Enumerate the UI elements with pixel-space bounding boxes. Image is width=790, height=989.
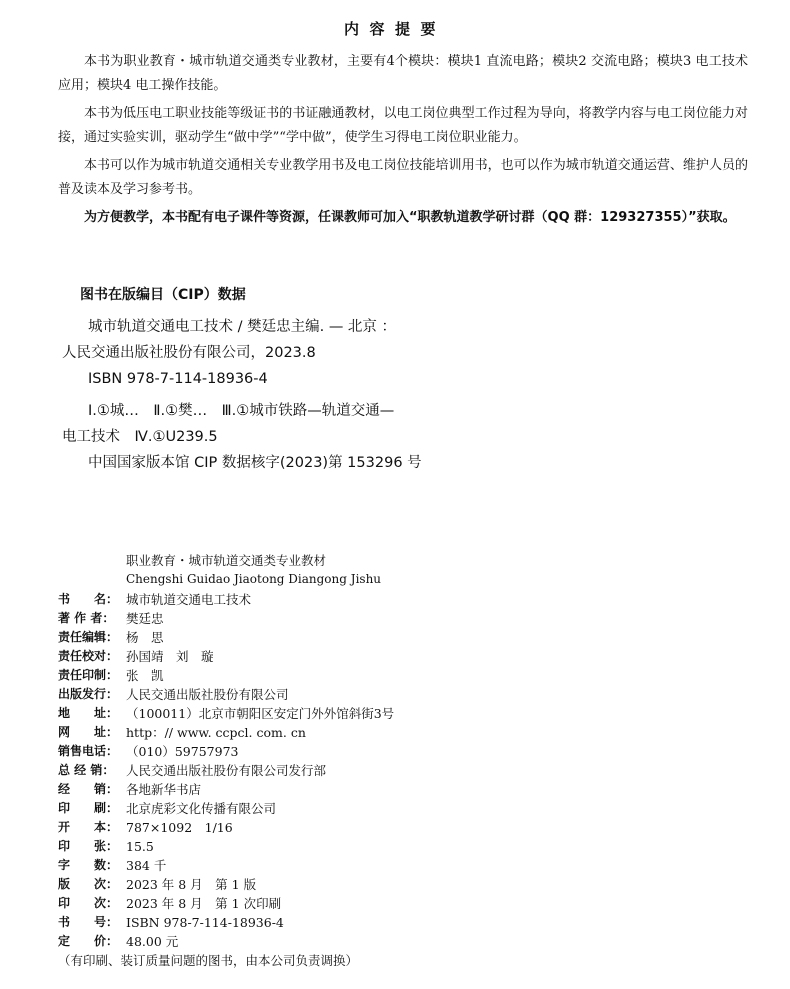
colophon-value: 北京虎彩文化传播有限公司: [126, 801, 277, 816]
colophon-value: 张 凯: [126, 668, 164, 683]
colophon-label: 地 址：: [58, 706, 119, 720]
colophon-label: 印 刷：: [58, 801, 119, 815]
colophon-value: 384 千: [126, 858, 167, 873]
colophon-value: 各地新华书店: [126, 782, 202, 797]
colophon-value: 2023 年 8 月 第 1 版: [126, 877, 257, 892]
colophon-label: 出版发行：: [58, 687, 119, 701]
title-pinyin: Chengshi Guidao Jiaotong Diangong Jishu: [126, 572, 382, 586]
colophon-row-price: [58, 932, 618, 951]
colophon-row-phone: [58, 742, 618, 761]
colophon-value: 樊廷忠: [126, 611, 164, 626]
cip-line-classification: Ⅰ.①城… Ⅱ.①樊… Ⅲ.①城市铁路—轨道交通—: [88, 403, 395, 419]
colophon-row-word-count: [58, 856, 618, 875]
colophon-row-print-manager: [58, 666, 618, 685]
colophon-row-proofreader: [58, 647, 618, 666]
colophon-label: 字 数：: [58, 858, 119, 872]
colophon-value: 48.00 元: [126, 934, 179, 949]
colophon-label: 责任校对：: [58, 649, 119, 663]
colophon-value: 人民交通出版社股份有限公司发行部: [126, 763, 327, 778]
colophon-row-printing: [58, 894, 618, 913]
cip-line-publisher: 人民交通出版社股份有限公司，2023.8: [62, 345, 316, 361]
cip-line-classification-cont: 电工技术 Ⅳ.①U239.5: [62, 429, 218, 445]
colophon-label: 经 销：: [58, 782, 119, 796]
colophon-label: 书 名：: [58, 592, 119, 606]
colophon-label: 开 本：: [58, 820, 119, 834]
colophon-row-printer: [58, 799, 618, 818]
colophon-row-distributor: [58, 761, 618, 780]
colophon-label: 责任印制：: [58, 668, 119, 682]
colophon-label: 版 次：: [58, 877, 119, 891]
colophon-label: 销售电话：: [58, 744, 119, 758]
cip-line-isbn: ISBN 978-7-114-18936-4: [88, 371, 268, 387]
colophon-label: 著 作 者：: [58, 611, 115, 625]
colophon-row-isbn: [58, 913, 618, 932]
colophon: [58, 552, 618, 970]
colophon-value: ISBN 978-7-114-18936-4: [126, 915, 284, 930]
colophon-label: 网 址：: [58, 725, 119, 739]
teaching-resource-notice: 为方便教学，本书配有电子课件等资源，任课教师可加入“职教轨道教学研讨群（QQ 群：129327355）”获取。: [84, 210, 736, 225]
colophon-value: 城市轨道交通电工技术: [126, 592, 252, 607]
colophon-row-publisher: [58, 685, 618, 704]
colophon-row-retailer: [58, 780, 618, 799]
colophon-row-editor: [58, 628, 618, 647]
colophon-value: 2023 年 8 月 第 1 次印刷: [126, 896, 282, 911]
cip-data-block: [62, 314, 742, 476]
colophon-label: 印 次：: [58, 896, 119, 910]
colophon-value: （010）59757973: [126, 744, 239, 759]
colophon-label: 总 经 销：: [58, 763, 115, 777]
colophon-value: （100011）北京市朝阳区安定门外外馆斜街3号: [126, 706, 395, 721]
colophon-value: 787×1092 1/16: [126, 820, 233, 835]
colophon-row-author: [58, 609, 618, 628]
abstract-paragraph: 本书可以作为城市轨道交通相关专业教学用书及电工岗位技能培训用书，也可以作为城市轨道交通运营、维护人员的普及读本及学习参考书。: [58, 158, 748, 197]
cip-heading: 图书在版编目（CIP）数据: [80, 287, 246, 303]
colophon-row-address: [58, 704, 618, 723]
colophon-label: 定 价：: [58, 934, 119, 948]
colophon-value: 孙国靖 刘 璇: [126, 649, 214, 664]
quality-footnote: （有印刷、装订质量问题的图书，由本公司负责调换）: [58, 953, 359, 968]
colophon-label: 责任编辑：: [58, 630, 119, 644]
abstract-paragraph: 本书为低压电工职业技能等级证书的书证融通教材，以电工岗位典型工作过程为导向，将教学内容与电工岗位能力对接，通过实验实训，驱动学生“做中学”“学中做”，使学生习得电工岗位职业能力。: [58, 106, 748, 145]
colophon-row-edition: [58, 875, 618, 894]
colophon-value: 杨 思: [126, 630, 164, 645]
colophon-row-website: [58, 723, 618, 742]
colophon-row-title: [58, 590, 618, 609]
cip-line-title: 城市轨道交通电工技术 / 樊廷忠主编. — 北京 ：: [88, 319, 397, 335]
colophon-row-format: [58, 818, 618, 837]
colophon-value: 人民交通出版社股份有限公司: [126, 687, 289, 702]
abstract-section: [58, 50, 748, 234]
series-name: 职业教育・城市轨道交通类专业教材: [126, 553, 327, 568]
colophon-value: 15.5: [126, 839, 154, 854]
cip-line-verification: 中国国家版本馆 CIP 数据核字(2023)第 153296 号: [88, 455, 422, 471]
colophon-label: 印 张：: [58, 839, 119, 853]
abstract-title: 内容提要: [343, 20, 446, 38]
website-link: http：// www. ccpcl. com. cn: [126, 725, 306, 740]
colophon-row-sheets: [58, 837, 618, 856]
colophon-label: 书 号：: [58, 915, 119, 929]
abstract-paragraph: 本书为职业教育・城市轨道交通类专业教材，主要有4个模块：模块1 直流电路；模块2 交流电路；模块3 电工技术应用；模块4 电工操作技能。: [58, 54, 748, 93]
